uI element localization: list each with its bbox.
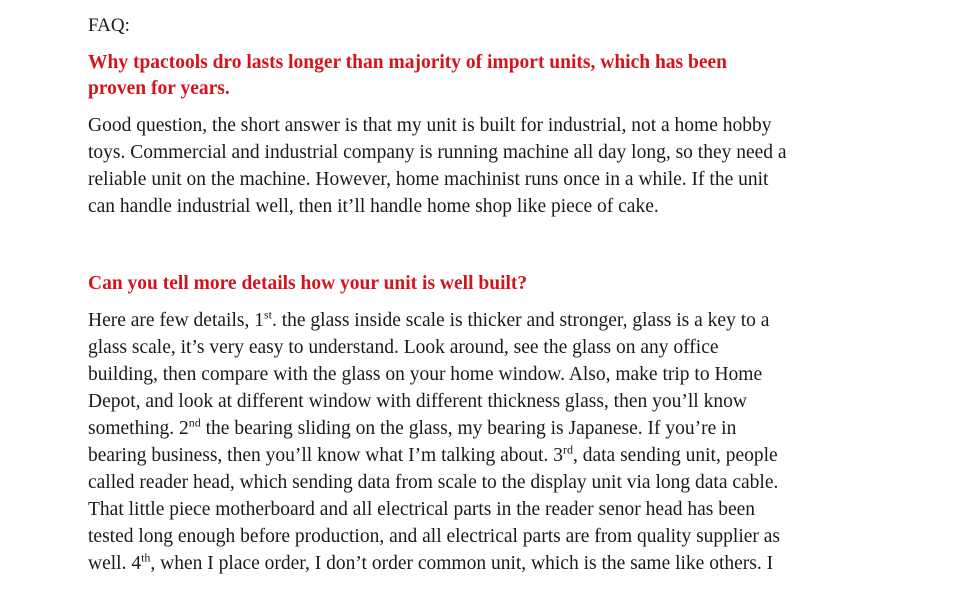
text-run: bearing business, then you’ll know what I’m talking about. 3 bbox=[88, 445, 563, 466]
answer-1 bbox=[88, 112, 888, 220]
ordinal-suffix: nd bbox=[188, 415, 201, 430]
ordinal-suffix: th bbox=[141, 550, 151, 565]
answer-2-line: called reader head, which sending data from scale to the display unit via long data cable. bbox=[88, 472, 779, 493]
answer-2-line: Depot, and look at different window with different thickness glass, then you’ll know bbox=[88, 391, 747, 412]
answer-1-line: can handle industrial well, then it’ll handle home shop like piece of cake. bbox=[88, 196, 659, 217]
faq-item-1 bbox=[88, 50, 888, 220]
answer-1-line: reliable unit on the machine. However, home machinist runs once in a while. If the unit bbox=[88, 169, 769, 190]
question-1-line: Why tpactools dro lasts longer than majority of import units, which has been bbox=[88, 52, 728, 73]
answer-2-line: tested long enough before production, and all electrical parts are from quality supplier as bbox=[88, 526, 781, 547]
answer-1-line: Good question, the short answer is that my unit is built for industrial, not a home hobby bbox=[88, 115, 772, 136]
question-1 bbox=[88, 50, 888, 102]
answer-2-line bbox=[88, 307, 888, 334]
text-run: . the glass inside scale is thicker and stronger, glass is a key to a bbox=[271, 310, 770, 331]
answer-2-line: building, then compare with the glass on your home window. Also, make trip to Home bbox=[88, 364, 763, 385]
question-2 bbox=[88, 271, 888, 297]
faq-item-2 bbox=[88, 271, 888, 577]
answer-2 bbox=[88, 307, 888, 577]
text-run: the bearing sliding on the glass, my bearing is Japanese. If you’re in bbox=[200, 418, 737, 439]
answer-2-line: That little piece motherboard and all electrical parts in the reader senor head has been bbox=[88, 499, 756, 520]
answer-2-line bbox=[88, 415, 888, 442]
text-run: Here are few details, 1 bbox=[88, 310, 264, 331]
text-run: , when I place order, I don’t order common unit, which is the same like others. I bbox=[150, 553, 774, 574]
ordinal-suffix: st bbox=[263, 307, 272, 322]
question-2-line: Can you tell more details how your unit is well built? bbox=[88, 273, 528, 294]
text-run: something. 2 bbox=[88, 418, 189, 439]
faq-document bbox=[88, 14, 888, 577]
answer-2-line bbox=[88, 442, 888, 469]
text-run: well. 4 bbox=[88, 553, 142, 574]
answer-1-line: toys. Commercial and industrial company is running machine all day long, so they need a bbox=[88, 142, 787, 163]
ordinal-suffix: rd bbox=[562, 442, 573, 457]
answer-2-line bbox=[88, 550, 888, 577]
faq-heading: FAQ: bbox=[88, 15, 130, 36]
text-run: , data sending unit, people bbox=[572, 445, 778, 466]
answer-2-line: glass scale, it’s very easy to understand. Look around, see the glass on any office bbox=[88, 337, 719, 358]
question-1-line: proven for years. bbox=[88, 78, 230, 99]
